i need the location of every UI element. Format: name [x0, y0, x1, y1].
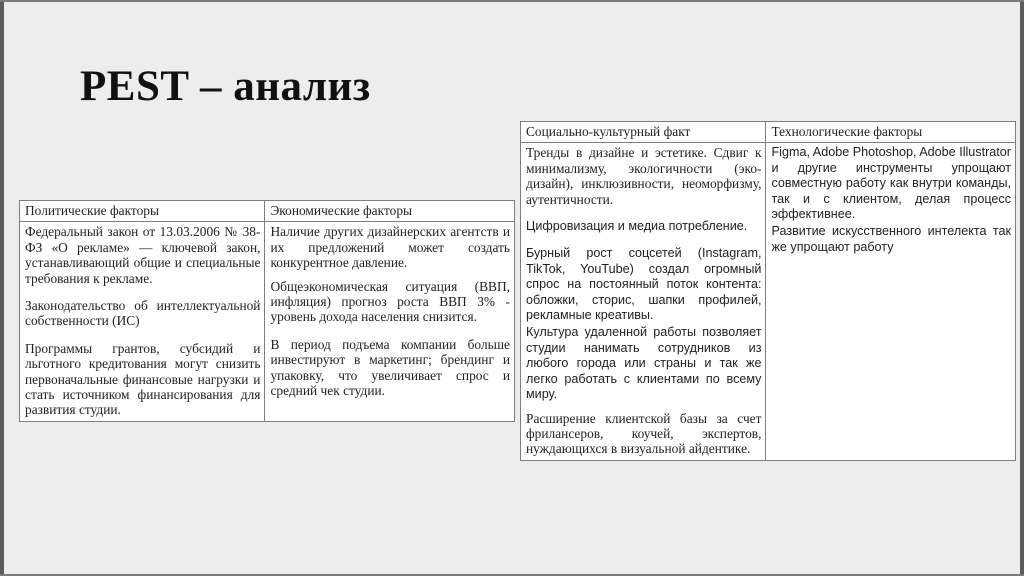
table-row	[521, 143, 1016, 460]
slide-right-border	[1020, 0, 1024, 576]
table-row	[20, 222, 515, 421]
economic-item-competition: Наличие других дизайнерских агентств и их предложений может создать конкурентное давление.	[270, 224, 510, 271]
cell-political[interactable]	[20, 222, 265, 421]
header-social[interactable]: Социально-культурный факт	[521, 122, 766, 143]
social-technological-table[interactable]	[520, 121, 1016, 461]
political-item-grants: Программы грантов, субсидий и льготного кредитования могут снизить первоначальные финансовые нагрузки и стать источником финансирования для развития студии.	[25, 340, 261, 418]
header-technological[interactable]: Технологические факторы	[766, 122, 1016, 143]
cell-technological[interactable]	[766, 143, 1016, 460]
table-header-row	[521, 122, 1016, 143]
table-header-row	[20, 201, 515, 222]
tech-item-tools: Figma, Adobe Photoshop, Adobe Illustrator и другие инструменты упрощают совместную работу как внутри команды, так и с клиентом, делая процесс эффективнее.	[771, 145, 1011, 222]
slide-title[interactable]: PEST – анализ	[80, 63, 371, 110]
header-political[interactable]: Политические факторы	[20, 201, 265, 222]
social-item-digitalization: Цифровизация и медиа потребление.	[526, 219, 748, 234]
cell-economic[interactable]	[265, 222, 515, 421]
political-economic-table[interactable]	[19, 200, 515, 422]
slide-top-border	[0, 0, 1024, 2]
social-item-trends: Тренды в дизайне и эстетике. Сдвиг к минимализму, экологичности (эко-дизайн), инклюзивности, неоморфизму, аутентичности.	[526, 145, 762, 207]
economic-item-investment: В период подъема компании больше инвестируют в маркетинг; брендинг и упаковку, что увеличивает спрос и средний чек студии.	[270, 336, 510, 399]
tech-item-ai: Развитие искусственного интелекта так же упрощают работу	[771, 224, 1011, 254]
social-item-remote-work: Культура удаленной работы позволяет студии нанимать сотрудников из любого города или страны и так же легко работать с клиентами по всему миру.	[526, 325, 762, 402]
social-item-client-base: Расширение клиентской базы за счет фрилансеров, коучей, экспертов, нуждающихся в визуальной айдентике.	[526, 410, 762, 457]
political-item-ip: Законодательство об интеллектуальной собственности (ИС)	[25, 298, 261, 329]
cell-social[interactable]	[521, 143, 766, 460]
slide-left-border	[0, 0, 4, 576]
social-item-social-media: Бурный рост соцсетей (Instagram, TikTok, YouTube) создал огромный спрос на постоянный поток контента: обложки, сторис, шапки профилей, рекламные креативы.	[526, 246, 762, 323]
header-economic[interactable]: Экономические факторы	[265, 201, 515, 222]
economic-item-gdp: Общеэкономическая ситуация (ВВП, инфляция) прогноз роста ВВП 3% - уровень дохода населения снизится.	[270, 278, 510, 325]
political-item-law: Федеральный закон от 13.03.2006 № 38-ФЗ «О рекламе» — ключевой закон, устанавливающий общие и специальные требования к рекламе.	[25, 224, 261, 286]
